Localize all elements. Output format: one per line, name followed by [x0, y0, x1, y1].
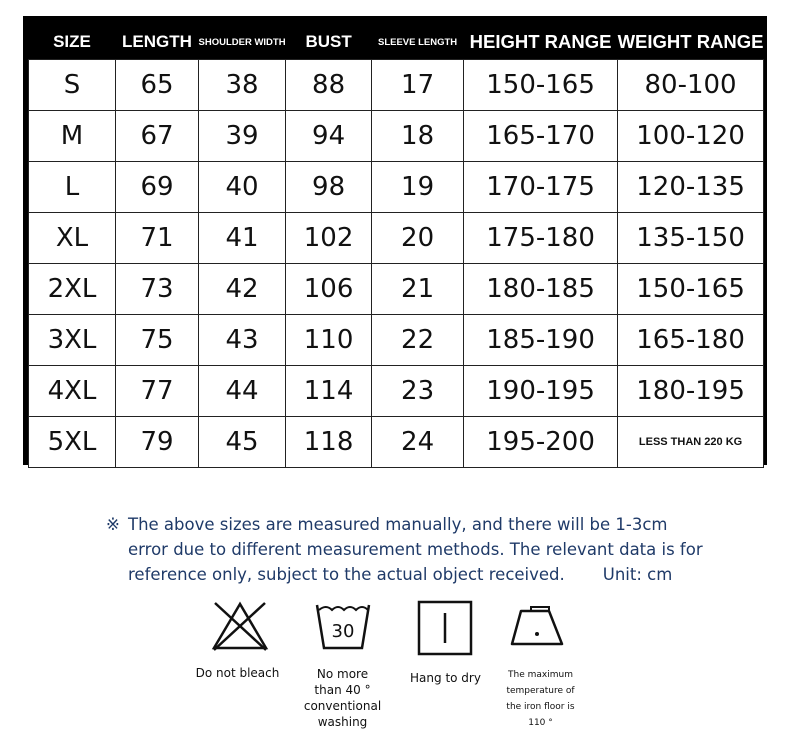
table-row [29, 417, 764, 468]
table-cell: 69 [116, 162, 199, 213]
table-cell: 195-200 [464, 417, 618, 468]
table-cell: 2XL [29, 264, 116, 315]
table-cell: 77 [116, 366, 199, 417]
table-cell: 18 [372, 111, 464, 162]
wash-temperature: 30 [331, 621, 355, 642]
table-cell: 98 [286, 162, 372, 213]
table-cell: 80-100 [618, 60, 764, 111]
table-cell: 100-120 [618, 111, 764, 162]
table-cell: 5XL [29, 417, 116, 468]
header-bust: BUST [305, 32, 352, 51]
notice-line-1: The above sizes are measured manually, and there will be 1-3cm [128, 515, 668, 534]
table-cell: M [29, 111, 116, 162]
table-cell: 94 [286, 111, 372, 162]
iron-label-line: the iron floor is [506, 702, 575, 712]
header-sleeve-length: SLEEVE LENGTH [377, 36, 458, 48]
table-cell: 180-185 [464, 264, 618, 315]
header-shoulder-width: SHOULDER WIDTH [198, 36, 286, 48]
hang-dry-label: Hang to dry [410, 671, 481, 685]
header-size: SIZE [53, 32, 91, 51]
iron-label-line: temperature of [506, 686, 575, 696]
table-cell: 45 [199, 417, 286, 468]
table-cell: 17 [372, 60, 464, 111]
table-cell: XL [29, 213, 116, 264]
table-cell: 65 [116, 60, 199, 111]
table-cell: 20 [372, 213, 464, 264]
table-cell: 24 [372, 417, 464, 468]
hang-dry-icon [417, 600, 473, 656]
table-cell: 38 [199, 60, 286, 111]
iron-label-line: 110 ° [528, 718, 553, 728]
table-cell: 175-180 [464, 213, 618, 264]
table-header-row [29, 25, 764, 60]
no-bleach-label: Do not bleach [195, 666, 280, 680]
table-cell: 22 [372, 315, 464, 366]
table-row [29, 315, 764, 366]
table-cell: 165-170 [464, 111, 618, 162]
table-row [29, 213, 764, 264]
wash-label-line: conventional [303, 699, 382, 713]
table-cell: 71 [116, 213, 199, 264]
iron-icon [509, 605, 565, 649]
table-cell: 170-175 [464, 162, 618, 213]
table-cell: L [29, 162, 116, 213]
table-cell: 75 [116, 315, 199, 366]
table-row [29, 60, 764, 111]
wash-30-icon [314, 601, 372, 653]
header-weight-range: WEIGHT RANGE [617, 31, 764, 52]
table-cell: 21 [372, 264, 464, 315]
table-cell: 4XL [29, 366, 116, 417]
table-cell: 150-165 [464, 60, 618, 111]
header-height-range: HEIGHT RANGE [469, 31, 612, 52]
table-cell: 42 [199, 264, 286, 315]
table-cell: 150-165 [618, 264, 764, 315]
table-cell: 40 [199, 162, 286, 213]
table-cell: 110 [286, 315, 372, 366]
wash-label [295, 666, 390, 730]
table-cell: 185-190 [464, 315, 618, 366]
table-row [29, 162, 764, 213]
size-table [28, 25, 764, 468]
table-cell: 88 [286, 60, 372, 111]
notice-line-2: error due to different measurement methods. The relevant data is for [128, 540, 703, 559]
table-row [29, 264, 764, 315]
size-chart [23, 16, 767, 465]
reference-mark: ※ [106, 515, 120, 534]
table-cell: 44 [199, 366, 286, 417]
no-bleach-icon [211, 600, 269, 652]
table-cell: 165-180 [618, 315, 764, 366]
table-cell: LESS THAN 220 KG [618, 417, 764, 468]
table-cell: S [29, 60, 116, 111]
table-row [29, 111, 764, 162]
wash-label-line: No more [316, 667, 369, 681]
table-cell: 39 [199, 111, 286, 162]
table-cell: 41 [199, 213, 286, 264]
iron-label-line: The maximum [508, 670, 573, 680]
table-cell: 114 [286, 366, 372, 417]
table-cell: 43 [199, 315, 286, 366]
iron-label [493, 667, 588, 731]
table-cell: 73 [116, 264, 199, 315]
table-cell: 190-195 [464, 366, 618, 417]
table-row [29, 366, 764, 417]
wash-label-line: than 40 ° [314, 683, 371, 697]
table-cell: 67 [116, 111, 199, 162]
table-cell: 102 [286, 213, 372, 264]
table-cell: 118 [286, 417, 372, 468]
notice-line-3: reference only, subject to the actual object received. [128, 565, 565, 584]
wash-label-line: washing [317, 715, 368, 729]
table-cell: 180-195 [618, 366, 764, 417]
table-cell: 120-135 [618, 162, 764, 213]
table-cell: 106 [286, 264, 372, 315]
table-cell: 79 [116, 417, 199, 468]
unit-label: Unit: cm [602, 565, 673, 584]
measurement-notice [106, 512, 766, 587]
table-cell: 135-150 [618, 213, 764, 264]
table-cell: 19 [372, 162, 464, 213]
header-length: LENGTH [122, 32, 192, 51]
table-cell: 23 [372, 366, 464, 417]
table-cell: 3XL [29, 315, 116, 366]
